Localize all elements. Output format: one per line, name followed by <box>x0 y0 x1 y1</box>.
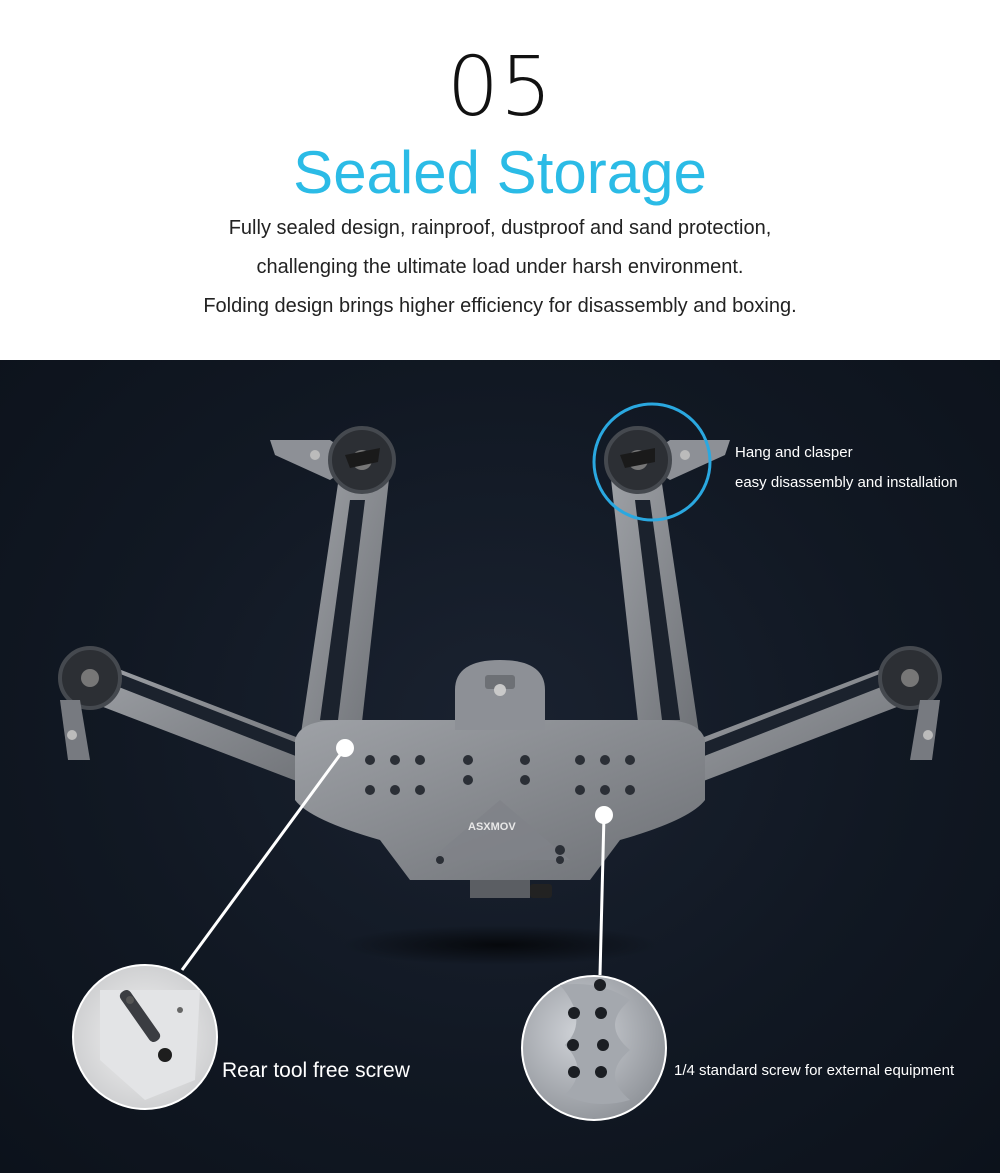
quarter-screw-detail <box>522 976 666 1120</box>
hang-callout-detail: easy disassembly and installation <box>735 474 958 491</box>
quarter-screw-label: 1/4 standard screw for external equipment <box>674 1062 955 1079</box>
rear-leader-dot <box>336 739 354 757</box>
hang-callout-title: Hang and clasper <box>735 444 853 461</box>
floor-shadow <box>340 925 660 965</box>
lower-left-arm <box>60 648 330 790</box>
rear-leader-line <box>182 748 345 970</box>
quarter-leader-dot <box>595 806 613 824</box>
upper-left-arm <box>270 428 394 740</box>
lower-right-arm <box>670 648 940 790</box>
description-line-3: Folding design brings higher efficiency for disassembly and boxing. <box>203 295 797 317</box>
section-number: 05 <box>446 40 554 135</box>
section-title: Sealed Storage <box>293 139 707 206</box>
rear-screw-label: Rear tool free screw <box>222 1059 410 1082</box>
description-line-2: challenging the ultimate load under harsh environment. <box>256 256 744 278</box>
description-line-1: Fully sealed design, rainproof, dustproof and sand protection, <box>228 217 772 239</box>
plate-logo: ASXMOV <box>468 821 516 833</box>
upper-right-arm <box>606 428 730 740</box>
rear-screw-detail <box>73 965 217 1109</box>
